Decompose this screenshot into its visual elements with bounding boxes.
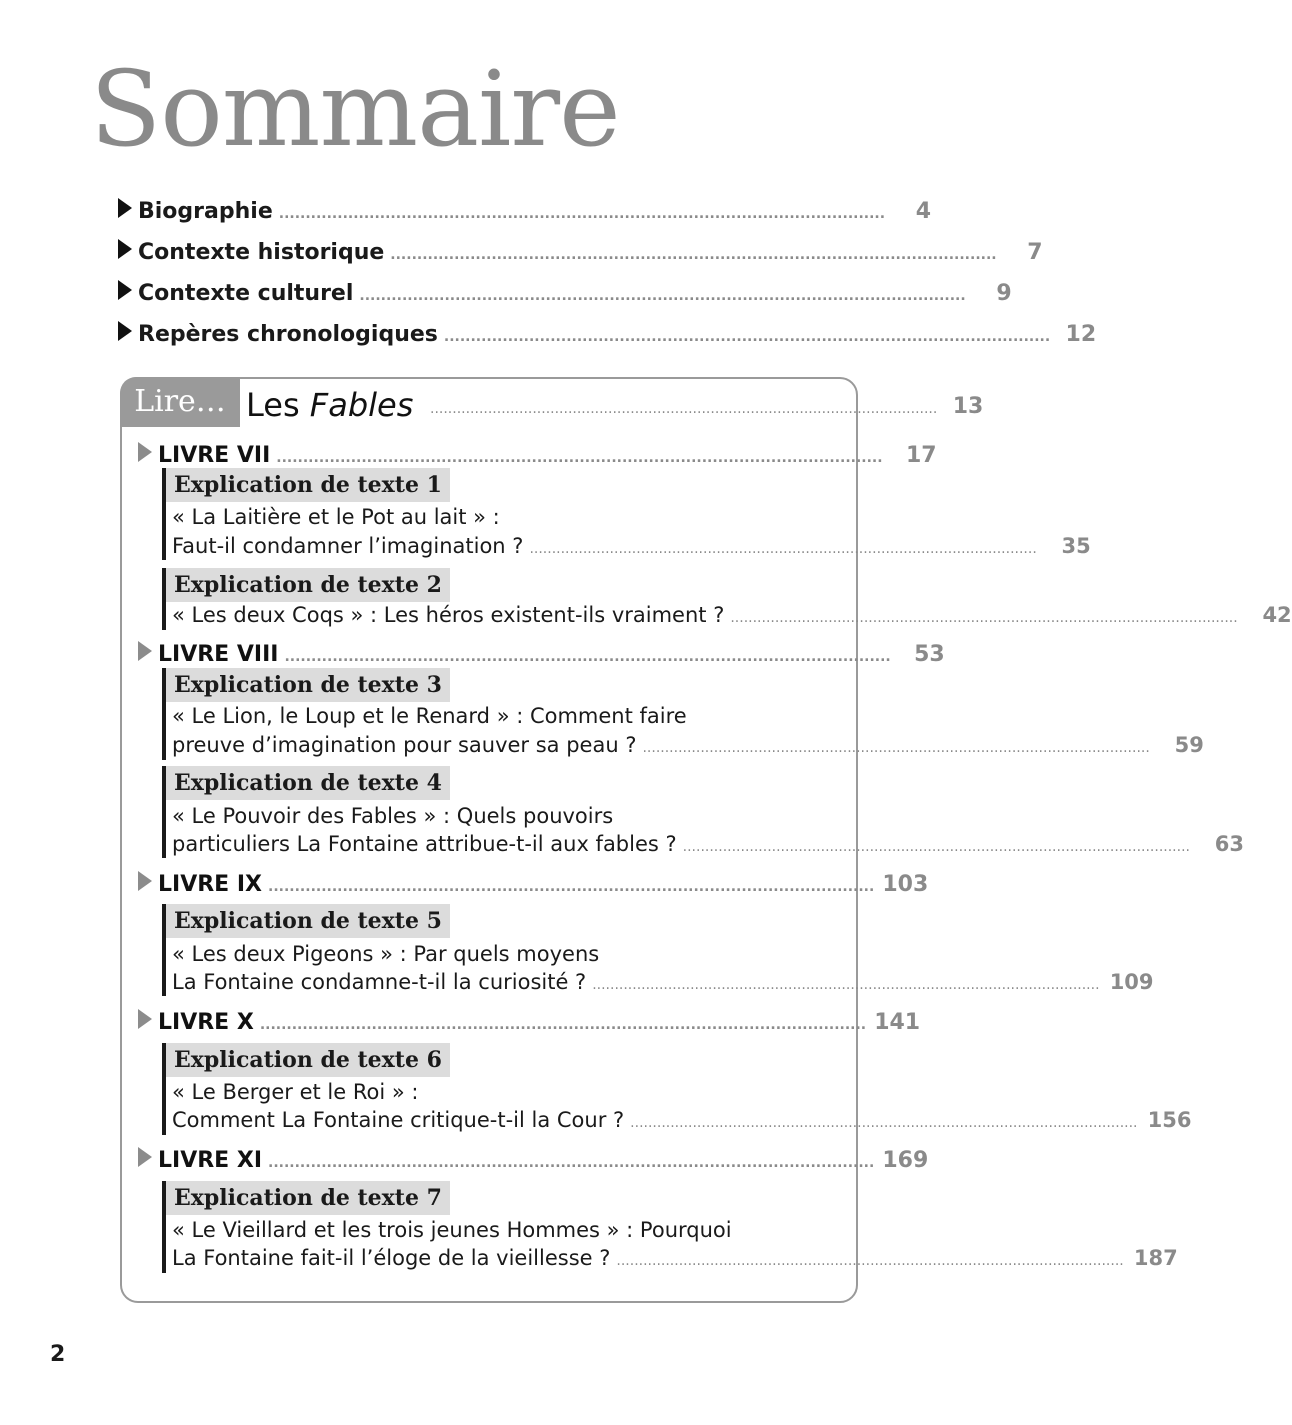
leader-dots: .................................................................................................................. <box>642 740 1150 756</box>
leader-dots: .................................................................................................................. <box>430 401 938 417</box>
leader-dots: .................................................................................................................. <box>616 1253 1124 1269</box>
toc-entry-contexte-historique[interactable] <box>118 239 1043 265</box>
toc-entry-page: 141 <box>874 1010 921 1035</box>
toc-entry-page: 35 <box>1061 534 1091 558</box>
toc-entry-biographie[interactable] <box>118 198 932 224</box>
page-title: Sommaire <box>90 48 620 170</box>
toc-entry-page: 187 <box>1133 1246 1178 1270</box>
triangle-right-icon <box>118 321 132 341</box>
livre-entry[interactable] <box>138 1147 929 1173</box>
explication-line: La Fontaine fait-il l’éloge de la vieillesse ? <box>172 1246 611 1270</box>
leader-dots: .................................................................................................................. <box>682 839 1190 855</box>
leader-dots: .................................................................................................................. <box>278 206 886 222</box>
explication-line: « Le Berger et le Roi » : <box>172 1080 419 1104</box>
fables-page-row <box>424 394 984 419</box>
livre-entry[interactable] <box>138 442 937 468</box>
livre-entry[interactable] <box>138 641 945 667</box>
explication-line: « Les deux Pigeons » : Par quels moyens <box>172 942 600 966</box>
leader-dots: .................................................................................................................. <box>592 977 1100 993</box>
leader-dots: .................................................................................................................. <box>259 1017 867 1033</box>
toc-entry-label: Contexte culturel <box>138 281 354 306</box>
explication-heading[interactable]: Explication de texte 5 <box>166 904 450 938</box>
explication-line: Comment La Fontaine critique-t-il la Cour ? <box>172 1108 625 1132</box>
page-number: 2 <box>50 1342 66 1367</box>
explication-heading[interactable]: Explication de texte 7 <box>166 1181 450 1215</box>
explication-line: particuliers La Fontaine attribue-t-il aux fables ? <box>172 832 677 856</box>
explication-entry[interactable] <box>172 534 1091 558</box>
triangle-right-icon <box>118 239 132 259</box>
explication-entry[interactable] <box>172 733 1204 757</box>
toc-entry-page: 169 <box>882 1148 929 1173</box>
livre-entry[interactable] <box>138 1009 921 1035</box>
leader-dots: .................................................................................................................. <box>630 1115 1138 1131</box>
toc-entry-label: Contexte historique <box>138 240 385 265</box>
toc-entry-page: 59 <box>1174 733 1204 757</box>
triangle-right-icon <box>138 1147 152 1167</box>
triangle-right-icon <box>138 1009 152 1029</box>
toc-entry-page: 9 <box>996 281 1012 306</box>
explication-line: Faut-il condamner l’imagination ? <box>172 534 524 558</box>
fables-title-prefix: Les <box>246 386 310 424</box>
explication-line: preuve d’imagination pour sauver sa peau ? <box>172 733 637 757</box>
toc-entry-page: 7 <box>1027 240 1043 265</box>
explication-heading[interactable]: Explication de texte 4 <box>166 766 450 800</box>
triangle-right-icon <box>138 442 152 462</box>
explication-heading[interactable]: Explication de texte 2 <box>166 568 450 602</box>
leader-dots: .................................................................................................................. <box>284 649 891 665</box>
explication-line: « Le Vieillard et les trois jeunes Hommes » : Pourquoi <box>172 1218 732 1242</box>
explication-heading[interactable]: Explication de texte 1 <box>166 468 450 502</box>
explication-entry[interactable] <box>172 970 1154 994</box>
explication-entry[interactable] <box>172 603 1292 627</box>
toc-entry-page: 109 <box>1109 970 1154 994</box>
triangle-right-icon <box>118 280 132 300</box>
explication-entry[interactable] <box>172 1108 1192 1132</box>
livre-label: LIVRE XI <box>158 1148 263 1173</box>
explication-entry[interactable] <box>172 832 1244 856</box>
livre-label: LIVRE VII <box>158 443 271 468</box>
livre-label: LIVRE IX <box>158 872 263 897</box>
fables-title-em: Fables <box>309 386 414 424</box>
explication-line: La Fontaine condamne-t-il la curiosité ? <box>172 970 587 994</box>
triangle-right-icon <box>138 641 152 661</box>
toc-entry-page: 63 <box>1214 832 1244 856</box>
leader-dots: .................................................................................................................. <box>529 541 1037 557</box>
leader-dots: .................................................................................................................. <box>268 879 875 895</box>
livre-label: LIVRE X <box>158 1010 254 1035</box>
explication-line: « Le Lion, le Loup et le Renard » : Comment faire <box>172 704 687 728</box>
leader-dots: .................................................................................................................. <box>268 1155 875 1171</box>
livre-label: LIVRE VIII <box>158 642 279 667</box>
toc-entry-page: 12 <box>1065 322 1097 347</box>
explication-entry[interactable] <box>172 1246 1178 1270</box>
toc-entry-label: Repères chronologiques <box>138 322 438 347</box>
triangle-right-icon <box>118 198 132 218</box>
leader-dots: .................................................................................................................. <box>730 610 1238 626</box>
toc-entry-contexte-culturel[interactable] <box>118 280 1012 306</box>
explication-line: « La Laitière et le Pot au lait » : <box>172 505 500 529</box>
toc-entry-page: 4 <box>915 199 932 224</box>
livre-entry[interactable] <box>138 871 929 897</box>
leader-dots: .................................................................................................................. <box>443 329 1051 345</box>
toc-entry-page: 17 <box>905 443 937 468</box>
toc-entry-label: Biographie <box>138 199 273 224</box>
leader-dots: .................................................................................................................. <box>390 247 997 263</box>
toc-entry-page: 156 <box>1147 1108 1192 1132</box>
fables-heading[interactable] <box>246 383 413 427</box>
toc-entry-page: 42 <box>1262 603 1292 627</box>
toc-entry-page: 13 <box>952 394 984 419</box>
explication-line: « Le Pouvoir des Fables » : Quels pouvoirs <box>172 804 614 828</box>
toc-entry-page: 103 <box>882 872 929 897</box>
toc-entry-page: 53 <box>914 642 945 667</box>
explication-heading[interactable]: Explication de texte 3 <box>166 668 450 702</box>
explication-line: « Les deux Coqs » : Les héros existent-ils vraiment ? <box>172 603 725 627</box>
leader-dots: .................................................................................................................. <box>276 450 883 466</box>
lire-tag: Lire… <box>120 377 240 427</box>
toc-entry-reperes[interactable] <box>118 321 1097 347</box>
leader-dots: .................................................................................................................. <box>359 288 966 304</box>
explication-heading[interactable]: Explication de texte 6 <box>166 1043 450 1077</box>
triangle-right-icon <box>138 871 152 891</box>
